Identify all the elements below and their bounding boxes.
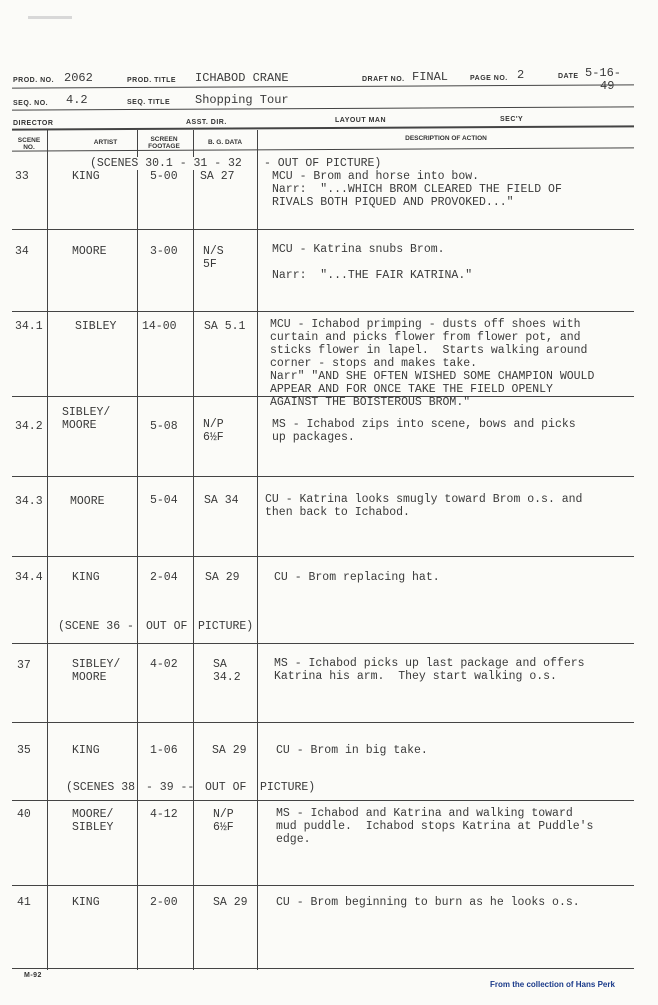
scene-no: 34.3 (15, 495, 43, 508)
draft-no-label: DRAFT NO. (362, 76, 405, 83)
bg-data: SA 5.1 (204, 320, 246, 333)
description: MS - Ichabod picks up last package and offers Katrina his arm. They start walking o.s. (274, 657, 585, 683)
description: MCU - Brom and horse into bow. Narr: "...WHICH BROM CLEARED THE FIELD OF RIVALS BOTH PIQUED AND PROVOKED..." (272, 170, 562, 209)
description: MCU - Ichabod primping - dusts off shoes with curtain and picks flower from flower pot, and sticks flower in lapel. Starts walking around corner - stops and makes take. Narr" "AND SHE OFTEN WISHED SOME CHAMPION WOULD APPEAR AND FOR ONCE TAKE THE FIELD OPENLY AGAINST THE BOISTEROUS BROM." (270, 318, 595, 409)
artist: MOORE (70, 495, 105, 508)
col-description-header: DESCRIPTION OF ACTION (405, 135, 487, 142)
scene-no: 33 (15, 170, 29, 183)
row-separator (12, 311, 634, 312)
artist: SIBLEY (75, 320, 117, 333)
draft-no: FINAL (412, 70, 449, 84)
prod-no: 2062 (64, 71, 93, 85)
date-label: DATE (558, 73, 579, 80)
prod-title: ICHABOD CRANE (195, 71, 289, 85)
footage: 5-00 (150, 170, 178, 183)
row-separator (12, 800, 634, 801)
bg-data: SA 29 (213, 896, 248, 909)
bg-data: SA 29 (212, 744, 247, 757)
form-number: M-92 (24, 972, 42, 979)
footage: 5-04 (150, 494, 178, 507)
scene-no: 34.4 (15, 571, 43, 584)
bg-data: N/P 6½F (203, 418, 224, 444)
footage: 3-00 (150, 245, 178, 258)
artist: KING (72, 744, 100, 757)
secy-label: SEC'Y (500, 116, 524, 123)
row-separator (12, 722, 634, 723)
artist: KING (72, 571, 100, 584)
scene-no: 35 (17, 744, 31, 757)
bg-data: N/S 5F (203, 245, 224, 271)
row-separator (12, 229, 634, 230)
bg-data: SA 34 (204, 494, 239, 507)
seq-title: Shopping Tour (195, 93, 289, 107)
seq-title-label: SEQ. TITLE (127, 99, 171, 106)
out-of-picture-note: - OUT OF PICTURE) (264, 157, 382, 170)
row-separator (12, 968, 634, 969)
prod-title-label: PROD. TITLE (127, 77, 177, 84)
description: CU - Katrina looks smugly toward Brom o.s. and then back to Ichabod. (265, 493, 583, 519)
row-separator (12, 643, 634, 644)
footage: 4-12 (150, 808, 178, 821)
asst-dir-label: ASST. DIR. (186, 119, 227, 126)
artist: KING (72, 170, 100, 183)
scene-no: 34 (15, 245, 29, 258)
out-of-picture-note: OUT OF (146, 620, 188, 633)
footage: 5-08 (150, 420, 178, 433)
footage: 4-02 (150, 658, 178, 671)
footage: 2-00 (150, 896, 178, 909)
scene-no: 37 (17, 659, 31, 672)
description: MS - Ichabod zips into scene, bows and picks up packages. (272, 418, 576, 444)
footage: 1-06 (150, 744, 178, 757)
col-bg-header: B. G. DATA (207, 139, 243, 146)
artist: SIBLEY/ MOORE (62, 406, 111, 432)
prod-no-label: PROD. NO. (13, 77, 55, 84)
out-of-picture-note: (SCENE 36 - (58, 620, 134, 633)
artist: SIBLEY/ MOORE (72, 658, 121, 684)
col-footage-header: SCREEN FOOTAGE (148, 136, 180, 150)
description: MCU - Katrina snubs Brom. Narr: "...THE FAIR KATRINA." (272, 243, 473, 282)
artist: MOORE/ SIBLEY (72, 808, 114, 834)
scene-no: 34.2 (15, 420, 43, 433)
bg-data: SA 27 (200, 170, 235, 183)
header-rule-3 (12, 125, 634, 130)
date-year: 49 (600, 79, 615, 93)
page-no: 2 (517, 68, 525, 82)
scene-no: 41 (17, 896, 31, 909)
out-of-picture-note: PICTURE) (198, 620, 254, 633)
director-label: DIRECTOR (13, 120, 54, 127)
collection-credit: From the collection of Hans Perk (490, 980, 615, 989)
out-of-picture-note: (SCENES 38 (66, 781, 136, 794)
bg-data: SA 34.2 (213, 658, 241, 684)
bg-data: SA 29 (205, 571, 240, 584)
scene-no: 40 (17, 808, 31, 821)
scene-no: 34.1 (15, 320, 43, 333)
col-divider-1 (47, 130, 48, 970)
out-of-picture-note: (SCENES 30.1 - 31 - 32 (90, 157, 242, 170)
seq-no: 4.2 (66, 93, 88, 107)
description: CU - Brom in big take. (276, 744, 428, 757)
col-artist-header: ARTIST (93, 139, 118, 146)
seq-no-label: SEQ. NO. (13, 100, 49, 107)
description: MS - Ichabod and Katrina and walking toward mud puddle. Ichabod stops Katrina at Puddle's edge. (276, 807, 594, 846)
out-of-picture-note: OUT OF (205, 781, 247, 794)
footage: 2-04 (150, 571, 178, 584)
out-of-picture-note: PICTURE) (260, 781, 316, 794)
description: CU - Brom beginning to burn as he looks o.s. (276, 896, 580, 909)
row-separator (12, 885, 634, 886)
bg-data: N/P 6½F (213, 808, 234, 834)
row-separator (12, 556, 634, 557)
col-divider-2 (137, 130, 138, 970)
row-separator (12, 476, 634, 477)
page-no-label: PAGE NO. (470, 75, 508, 82)
col-divider-4 (257, 130, 258, 970)
layout-man-label: LAYOUT MAN (335, 117, 387, 124)
col-scene-header: SCENE NO. (17, 137, 41, 151)
footage: 14-00 (142, 320, 177, 333)
paper-smudge (28, 16, 72, 19)
date: 5-16- (585, 66, 622, 80)
header-rule-1 (12, 84, 634, 88)
artist: MOORE (72, 245, 107, 258)
description: CU - Brom replacing hat. (274, 571, 440, 584)
out-of-picture-note: - 39 -- (146, 781, 195, 794)
artist: KING (72, 896, 100, 909)
column-header-rule (12, 147, 634, 151)
header-rule-2 (12, 106, 634, 110)
col-divider-3 (193, 130, 194, 970)
